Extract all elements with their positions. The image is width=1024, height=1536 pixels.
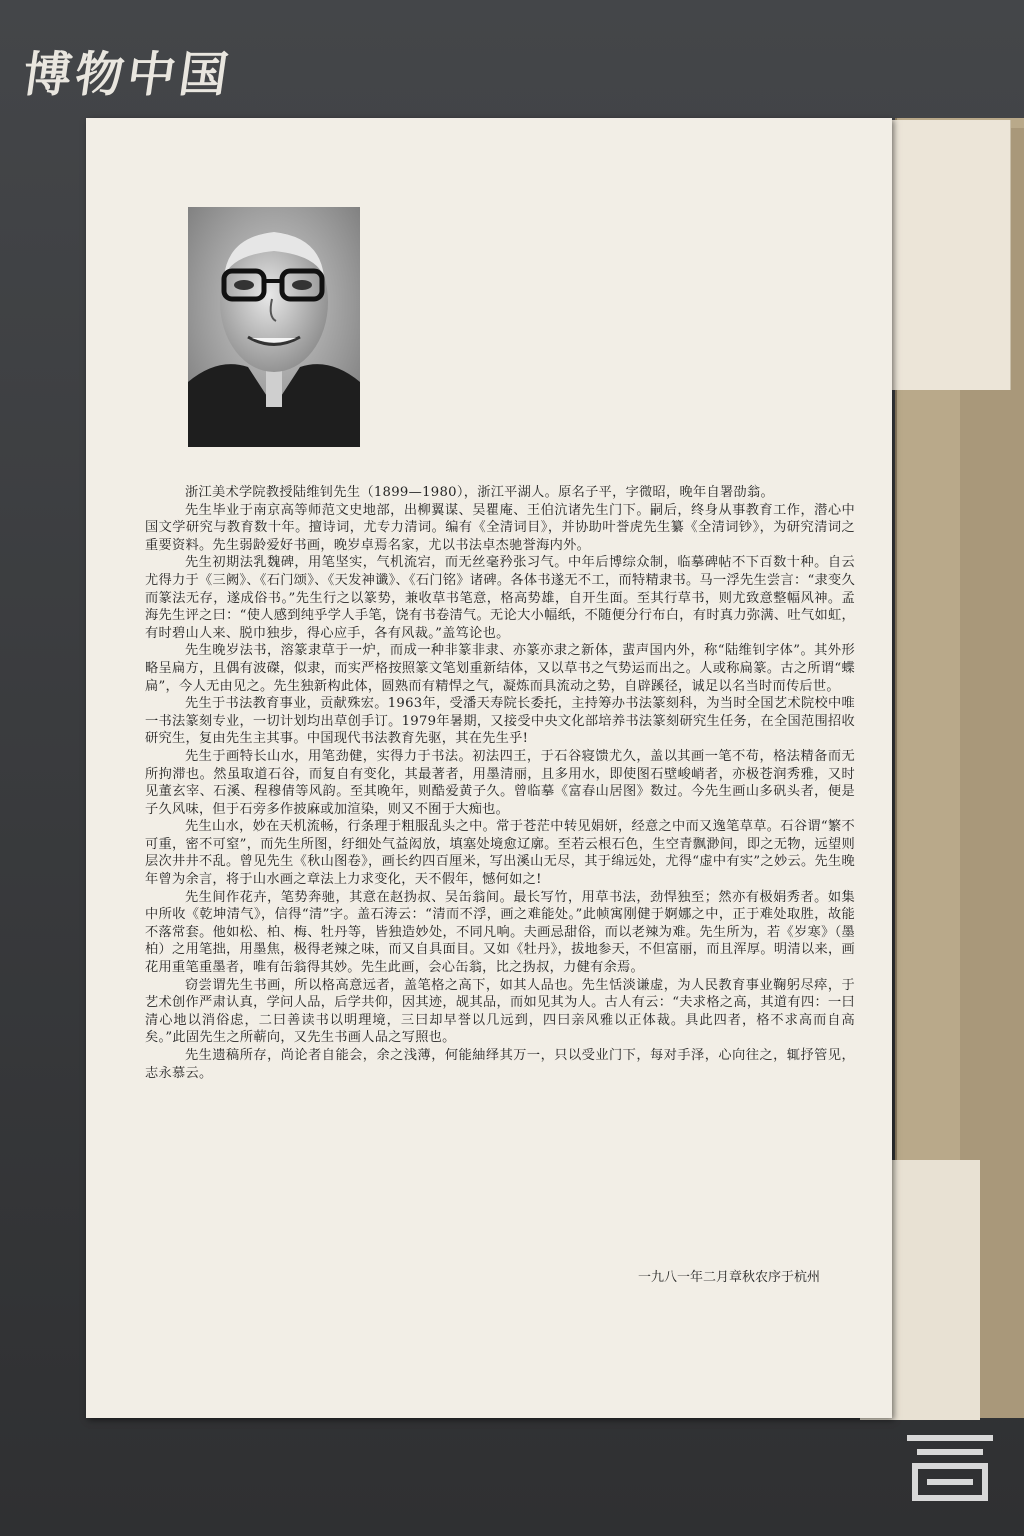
- article-paragraph-7: 先生山水，妙在天机流畅，行条理于粗服乱头之中。常于苍茫中转见娟妍，经意之中而又逸笔草草。石谷谓“繁不可重，密不可窒”，而先生所图，纡细处气益闳放，填塞处境愈辽廓。至若云根石色，生空青飘渺间，即之无物，远望则层次井井不乱。曾见先生《秋山图卷》，画长约四百厘米，写出溪山无尽，其于绵远处，尤得“虚中有实”之妙云。先生晚年曾为余言，将于山水画之章法上力求变化，天不假年，憾何如之!: [145, 819, 855, 888]
- article-paragraph-8: 先生间作花卉，笔势奔驰，其意在赵㧑叔、吴缶翁间。最长写竹，用草书法，劲悍独至；然亦有极娟秀者。如集中所收《乾坤清气》，信得“清”字。盖石涛云：“清而不浮，画之难能处。”此帧寓刚健于婀娜之中，正于难处取胜，故能不落常套。他如松、柏、梅、牡丹等，皆独造妙处，不同凡响。夫画忌甜俗，而以老辣为难。先生所为，若《岁寒》（墨柏）之用笔拙，用墨焦，极得老辣之味，而又自具面目。又如《牡丹》，拔地参天，不但富丽，而且浑厚。明清以来，画花用重笔重墨者，唯有缶翁得其妙。先生此画，会心缶翁，比之㧑叔，力健有余焉。: [145, 889, 855, 976]
- portrait-photo: [188, 207, 360, 447]
- article-paragraph-2: 先生毕业于南京高等师范文史地部，出柳翼谋、吴瞿庵、王伯沆诸先生门下。嗣后，终身从事教育工作，潜心中国文学研究与教育数十年。擅诗词，尤专力清词。编有《全清词目》，并协助叶誉虎先生纂《全清词钞》，为研究清词之重要资料。先生弱龄爱好书画，晚岁卓焉名家，尤以书法卓杰驰誉海内外。: [145, 502, 855, 553]
- folder-tab-top: [890, 120, 1011, 390]
- article-paragraph-10: 先生遗稿所存，尚论者自能会，余之浅薄，何能紬绎其万一，只以受业门下，每对手泽，心向往之，辄抒管见，志永慕云。: [145, 1048, 855, 1081]
- article-body: [145, 484, 855, 1082]
- article-paragraph-6: 先生于画特长山水，用笔劲健，实得力于书法。初法四王，于石谷寝馈尤久，盖以其画一笔不苟，格法精备而无所拘滞也。然虽取道石谷，而复自有变化，其最著者，用墨清丽，且多用水，即使图石壁峻峭者，亦极苍润秀雅，又时见董玄宰、石溪、程穆倩等风韵。至其晚年，则酷爱黄子久。曾临摹《富春山居图》数过。今先生画山多矾头者，便是子久风味，但于石旁多作披麻或加渲染，则又不囿于大痴也。: [145, 748, 855, 817]
- article-paragraph-9: 窃尝谓先生书画，所以格高意远者，盖笔格之高下，如其人品也。先生恬淡谦虚，为人民教育事业鞠躬尽瘁，于艺术创作严肃认真，学问人品，后学共仰，因其迹，觇其品，而如见其为人。古人有云：“夫求格之高，其道有四：一曰清心地以消俗虑，二曰善读书以明理境，三曰却早誉以几远到，四曰亲风雅以正体裁。具此四者，格不求高而自高矣。”此固先生之所蕲向，又先生书画人品之写照也。: [145, 977, 855, 1046]
- article-paragraph-1: 浙江美术学院教授陆维钊先生（1899—1980），浙江平湖人。原名子平，字微昭，晚年自署劭翁。: [185, 485, 774, 500]
- article-paragraph-5: 先生于书法教育事业，贡献殊宏。1963年，受潘天寿院长委托，主持筹办书法篆刻科，为当时全国艺术院校中唯一书法篆刻专业，一切计划均出草创手订。1979年暑期，又接受中央文化部培养书法篆刻研究生任务，在全国范围招收研究生，复由先生主其事。中国现代书法教育先驱，其在先生乎!: [145, 696, 855, 747]
- article-paragraph-3: 先生初期法乳魏碑，用笔坚实，气机流宕，而无丝毫矜张习气。中年后博综众制，临摹碑帖不下百数十种。自云尤得力于《三阙》、《石门颂》、《天发神谶》、《石门铭》诸碑。各体书遂无不工，而特精隶书。马一浮先生尝言：“隶变久而篆法无存，遂成俗书。”先生行之以篆势，兼收草书笔意，格高势雄，自开生面。至其行草书，则尤致意整幅风神。孟海先生评之曰：“使人感到纯乎学人手笔，饶有书卷清气。无论大小幅纸，不随便分行布白，有时真力弥满、吐气如虹，有时碧山人来、脱巾独步，得心应手，各有风裁。”盖笃论也。: [145, 555, 855, 641]
- article-paragraph-4: 先生晚岁法书，溶篆隶草于一炉，而成一种非篆非隶、亦篆亦隶之新体，蜚声国内外，称“陆维钊字体”。其外形略呈扁方，且偶有波磔，似隶，而实严格按照篆文笔划重新结体，又以草书之气势运而出之。人或称扁篆。古之所谓“蝶扁”，今人无由见之。先生独新构此体，圆熟而有精悍之气，凝炼而具流动之势，自辟蹊径，诚足以名当时而传后世。: [145, 643, 855, 694]
- corner-logo-icon: [900, 1426, 1000, 1506]
- article-signature: 一九八一年二月章秋农序于杭州: [637, 1270, 820, 1285]
- watermark-text: 博物中国: [19, 47, 236, 103]
- portrait-image: [188, 207, 360, 447]
